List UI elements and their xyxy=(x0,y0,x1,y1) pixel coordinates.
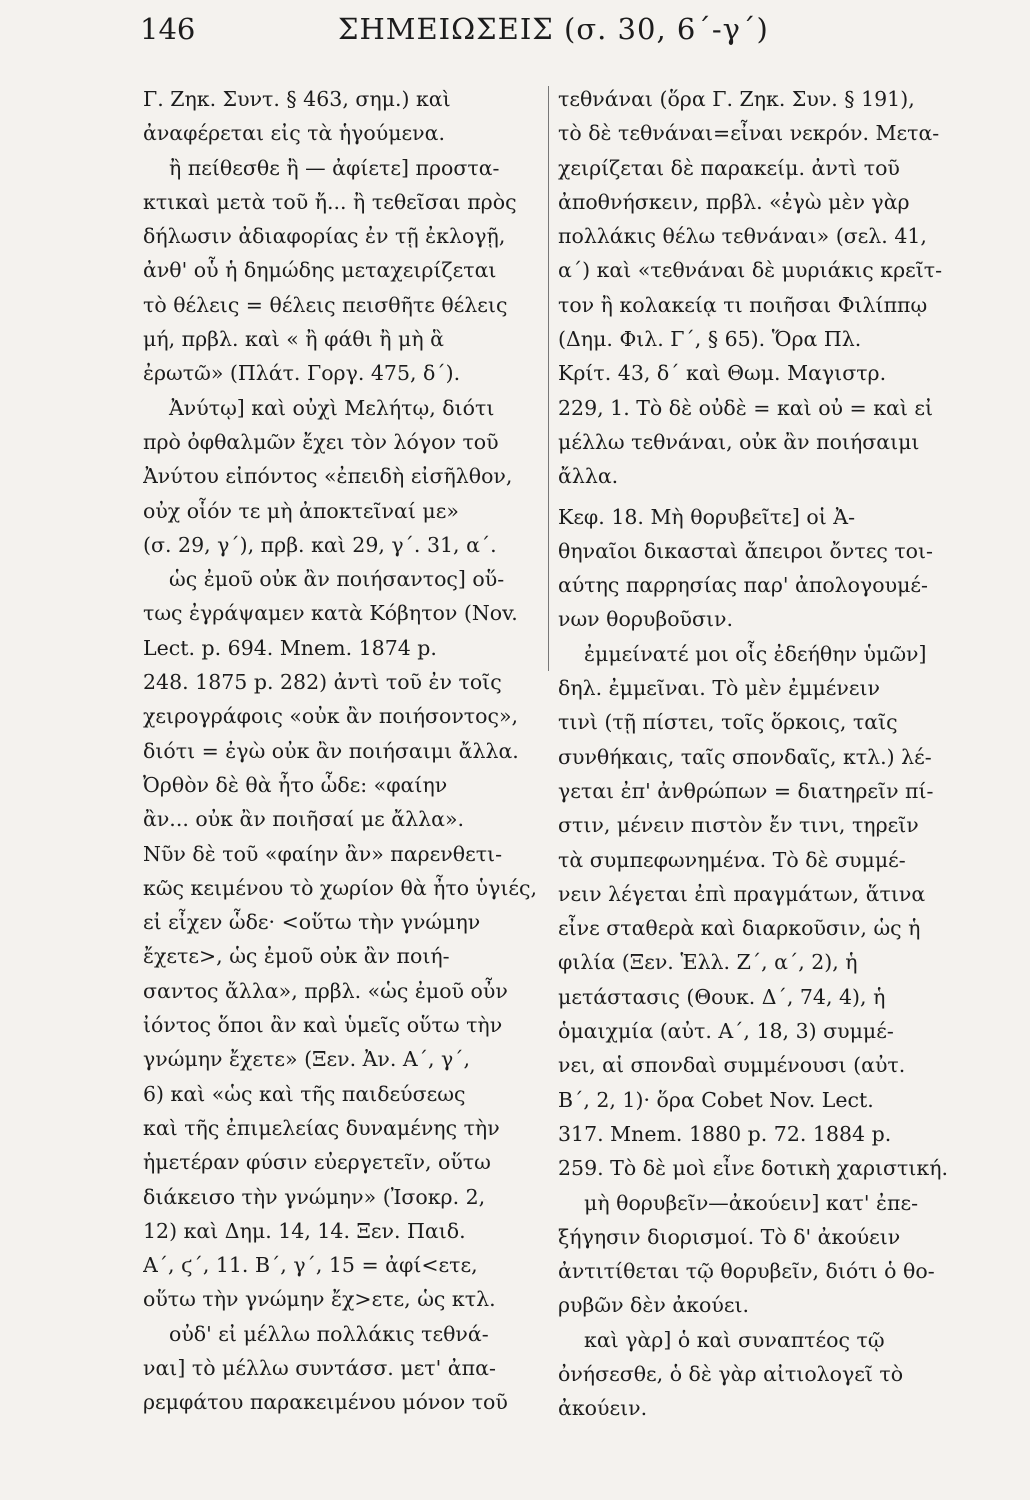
text-line: νων θορυβοῦσιν. xyxy=(558,607,734,632)
text-line: γεται ἐπ' ἀνθρώπων = διατηρεῖν πί- xyxy=(558,778,934,803)
text-line: μετάστασις (Θουκ. Δ΄, 74, 4), ἡ xyxy=(558,984,886,1009)
text-line: ἄλλα. xyxy=(558,464,619,489)
text-line: κῶς κειμένου τὸ χωρίον θὰ ἦτο ὑγιές, xyxy=(143,875,538,900)
text-line: α΄) καὶ «τεθνάναι δὲ μυριάκις κρεῖτ- xyxy=(558,258,943,283)
text-line: Α΄, ϛ΄, 11. Β΄, γ΄, 15 = ἀφί<ετε, xyxy=(143,1253,478,1278)
text-line: διότι = ἐγὼ οὐκ ἂν ποιήσαιμι ἄλλα. xyxy=(143,738,519,763)
text-line: νει, αἱ σπονδαὶ συμμένουσι (αὐτ. xyxy=(558,1053,906,1078)
text-line: ὁμαιχμία (αὐτ. Α΄, 18, 3) συμμέ- xyxy=(558,1019,894,1044)
text-line: αύτης παρρησίας παρ' ἀπολογουμέ- xyxy=(558,573,928,598)
text-line: εἰ εἶχεν ὧδε· <οὕτω τὴν γνώμην xyxy=(143,910,481,935)
text-line: ἀνθ' οὗ ἡ δημώδης μεταχειρίζεται xyxy=(143,258,497,283)
text-line: οὐδ' εἰ μέλλω πολλάκις τεθνά- xyxy=(169,1321,489,1346)
text-line: συνθήκαις, ταῖς σπονδαῖς, κτλ.) λέ- xyxy=(558,744,932,769)
text-line: σαντος ἄλλα», πρβλ. «ὡς ἐμοῦ οὖν xyxy=(143,978,508,1003)
text-line: χειρίζεται δὲ παρακείμ. ἀντὶ τοῦ xyxy=(558,155,900,180)
text-line: 248. 1875 p. 282) ἀντὶ τοῦ ἐν τοῖς xyxy=(143,670,502,695)
text-line: οὐχ οἷόν τε μὴ ἀποκτεῖναί με» xyxy=(143,498,459,523)
text-line: ἀκούειν. xyxy=(558,1396,648,1421)
text-line: ξήγησιν διορισμοί. Τὸ δ' ἀκούειν xyxy=(558,1224,901,1249)
text-line: μὴ θορυβεῖν—ἀκούειν] κατ' ἐπε- xyxy=(584,1190,919,1215)
text-line: ρυβῶν δὲν ἀκούει. xyxy=(558,1293,750,1318)
running-head: ΣΗΜΕΙΩΣΕΙΣ (σ. 30, 6΄-γ΄) xyxy=(338,12,769,46)
column-rule xyxy=(548,86,549,671)
text-line: 229, 1. Τὸ δὲ οὐδὲ = καὶ οὐ = καὶ εἰ xyxy=(558,395,934,420)
text-line: Ἀνύτου εἰπόντος «ἐπειδὴ εἰσῆλθον, xyxy=(143,464,513,489)
text-line: Κρίτ. 43, δ΄ καὶ Θωμ. Μαγιστρ. xyxy=(558,361,887,386)
text-line: θηναῖοι δικασταὶ ἄπειροι ὄντες τοι- xyxy=(558,538,933,563)
text-line: 259. Τὸ δὲ μοὶ εἶνε δοτικὴ χαριστική. xyxy=(558,1156,949,1181)
text-line: καὶ γὰρ] ὁ καὶ συναπτέος τῷ xyxy=(584,1327,885,1352)
text-line: μή, πρβλ. καὶ « ἢ φάθι ἢ μὴ ἃ xyxy=(143,327,444,352)
text-line: δήλωσιν ἀδιαφορίας ἐν τῇ ἐκλογῇ, xyxy=(143,224,506,249)
text-line: (Δημ. Φιλ. Γ΄, § 65). Ὅρα Πλ. xyxy=(558,327,862,352)
text-line: Β΄, 2, 1)· ὅρα Cobet Nov. Lect. xyxy=(558,1087,874,1112)
text-line: 317. Mnem. 1880 p. 72. 1884 p. xyxy=(558,1121,892,1146)
text-line: κτικαὶ μετὰ τοῦ ἤ... ἢ τεθεῖσαι πρὸς xyxy=(143,189,517,214)
text-line: ἢ πείθεσθε ἢ — ἀφίετε] προστα- xyxy=(169,155,500,180)
text-line: ἔχετε>, ὡς ἐμοῦ οὐκ ἂν ποιή- xyxy=(143,944,450,969)
text-line: ἀντιτίθεται τῷ θορυβεῖν, διότι ὁ θο- xyxy=(558,1259,935,1284)
text-line: ὀνήσεσθε, ὁ δὲ γὰρ αἰτιολογεῖ τὸ xyxy=(558,1361,904,1386)
text-line: εἶνε σταθερὰ καὶ διαρκοῦσιν, ὡς ἡ xyxy=(558,916,921,941)
text-line: 12) καὶ Δημ. 14, 14. Ξεν. Παιδ. xyxy=(143,1218,466,1243)
text-line: οὕτω τὴν γνώμην ἔχ>ετε, ὡς κτλ. xyxy=(143,1287,496,1312)
text-line: τὰ συμπεφωνημένα. Τὸ δὲ συμμέ- xyxy=(558,847,906,872)
text-line: χειρογράφοις «οὐκ ἂν ποιήσοντος», xyxy=(143,704,519,729)
text-line: ἡμετέραν φύσιν εὐεργετεῖν, οὕτω xyxy=(143,1150,491,1175)
text-line: πολλάκις θέλω τεθνάναι» (σελ. 41, xyxy=(558,224,927,249)
text-line: τὸ θέλεις = θέλεις πεισθῆτε θέλεις xyxy=(143,292,508,317)
text-line: ὡς ἐμοῦ οὐκ ἂν ποιήσαντος] οὕ- xyxy=(169,567,505,592)
text-line: ἰόντος ὅποι ἂν καὶ ὑμεῖς οὕτω τὴν xyxy=(143,1013,503,1038)
text-line: ἂν... οὐκ ἂν ποιῆσαί με ἄλλα». xyxy=(143,807,465,832)
text-line: στιν, μένειν πιστὸν ἔν τινι, τηρεῖν xyxy=(558,813,919,838)
text-line: τεθνάναι (ὅρα Γ. Ζηκ. Συν. § 191), xyxy=(558,87,915,111)
text-line: καὶ τῆς ἐπιμελείας δυναμένης τὴν xyxy=(143,1115,500,1140)
text-line: μέλλω τεθνάναι, οὐκ ἂν ποιήσαιμι xyxy=(558,429,920,454)
text-line: δηλ. ἐμμεῖναι. Τὸ μὲν ἐμμένειν xyxy=(558,676,881,701)
text-line: τινὶ (τῇ πίστει, τοῖς ὅρκοις, ταῖς xyxy=(558,710,898,735)
text-line: Νῦν δὲ τοῦ «φαίην ἂν» παρενθετι- xyxy=(143,841,503,866)
text-line: Κεφ. 18. Μὴ θορυβεῖτε] οἱ Ἀ- xyxy=(558,504,856,529)
text-line: Lect. p. 694. Mnem. 1874 p. xyxy=(143,635,437,660)
text-line: Γ. Ζηκ. Συντ. § 463, σημ.) καὶ xyxy=(143,87,451,111)
text-line: 6) καὶ «ὡς καὶ τῆς παιδεύσεως xyxy=(143,1081,466,1106)
text-line: Ἀνύτῳ] καὶ οὐχὶ Μελήτῳ, διότι xyxy=(169,395,495,420)
text-line: τως ἐγράψαμεν κατὰ Κόβητον (Nov. xyxy=(143,601,518,626)
left-column xyxy=(143,82,538,1420)
page-number: 146 xyxy=(140,12,196,46)
text-line: τὸ δὲ τεθνάναι=εἶναι νεκρόν. Μετα- xyxy=(558,121,940,146)
text-line: ρεμφάτου παρακειμένου μόνον τοῦ xyxy=(143,1390,508,1415)
text-line: ναι] τὸ μέλλω συντάσσ. μετ' ἀπα- xyxy=(143,1355,496,1380)
text-line: γνώμην ἔχετε» (Ξεν. Ἀν. Α΄, γ΄, xyxy=(143,1047,471,1072)
text-line: ἀναφέρεται εἰς τὰ ἡγούμενα. xyxy=(143,121,445,146)
text-line: τον ἢ κολακείᾳ τι ποιῆσαι Φιλίππῳ xyxy=(558,292,928,317)
text-line: (σ. 29, γ΄), πρβ. καὶ 29, γ΄. 31, α΄. xyxy=(143,532,497,557)
text-line: διάκεισο τὴν γνώμην» (Ἰσοκρ. 2, xyxy=(143,1184,486,1209)
text-line: πρὸ ὀφθαλμῶν ἔχει τὸν λόγον τοῦ xyxy=(143,429,499,454)
text-line: νειν λέγεται ἐπὶ πραγμάτων, ἅτινα xyxy=(558,881,926,906)
text-line: φιλία (Ξεν. Ἑλλ. Ζ΄, α΄, 2), ἡ xyxy=(558,950,858,975)
text-line: ἐρωτῶ» (Πλάτ. Γοργ. 475, δ΄). xyxy=(143,361,461,386)
text-line: ἀποθνήσκειν, πρβλ. «ἐγὼ μὲν γὰρ xyxy=(558,189,910,214)
text-line: Ὀρθὸν δὲ θὰ ἦτο ὧδε: «φαίην xyxy=(143,772,448,797)
text-line: ἐμμείνατέ μοι οἷς ἐδεήθην ὑμῶν] xyxy=(584,641,927,666)
right-column xyxy=(558,82,953,1426)
